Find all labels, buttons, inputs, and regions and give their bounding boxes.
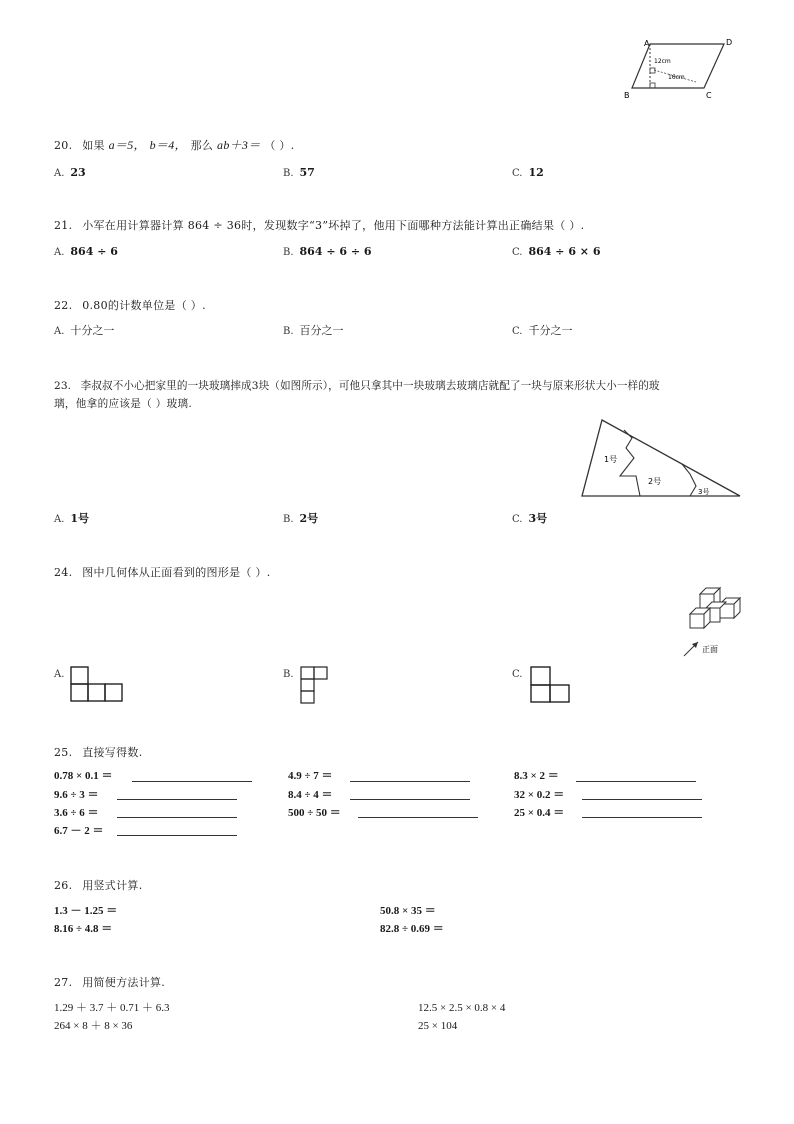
q25-item: 8.3 × 2 ＝ — [514, 770, 559, 782]
front-view-label: 正面 — [702, 645, 718, 654]
q25-item: 4.9 ÷ 7 ＝ — [288, 770, 333, 782]
glass-piece-2-label: 2号 — [648, 477, 662, 486]
q25-answer-line[interactable] — [576, 781, 696, 782]
q25-answer-line[interactable] — [117, 799, 237, 800]
q24-option-c[interactable]: C. — [512, 669, 523, 680]
q20-option-a[interactable]: A. 23 — [54, 166, 86, 179]
q21-option-b[interactable]: B. 864 ÷ 6 ÷ 6 — [283, 245, 372, 258]
q26-item: 1.3 － 1.25 ＝ — [54, 905, 118, 917]
q25-answer-line[interactable] — [350, 781, 470, 782]
label-B: B — [624, 91, 630, 100]
q26-item: 8.16 ÷ 4.8 ＝ — [54, 923, 113, 935]
q26-item: 82.8 ÷ 0.69 ＝ — [380, 923, 444, 935]
q25-item: 9.6 ÷ 3 ＝ — [54, 789, 99, 801]
q25-item: 25 × 0.4 ＝ — [514, 807, 565, 819]
q25-answer-line[interactable] — [117, 835, 237, 836]
q22-option-a[interactable]: A. 十分之一 — [54, 324, 115, 337]
q24-option-a[interactable]: A. — [54, 669, 65, 680]
q22-option-c[interactable]: C. 千分之一 — [512, 324, 573, 337]
q25-item: 8.4 ÷ 4 ＝ — [288, 789, 333, 801]
broken-glass-figure — [578, 416, 744, 502]
label-base: 16cm — [668, 74, 685, 81]
label-D: D — [726, 38, 733, 47]
q25-answer-line[interactable] — [582, 799, 702, 800]
q27-item: 25 × 104 — [418, 1020, 458, 1032]
glass-piece-3-label: 3号 — [698, 488, 710, 496]
label-height: 12cm — [654, 58, 671, 65]
q24-option-a-shape[interactable] — [70, 666, 124, 704]
q25-answer-line[interactable] — [350, 799, 470, 800]
q27-item: 12.5 × 2.5 × 0.8 × 4 — [418, 1002, 506, 1014]
q25-item: 32 × 0.2 ＝ — [514, 789, 565, 801]
q22-option-b[interactable]: B. 百分之一 — [283, 324, 344, 337]
q25-answer-line[interactable] — [117, 817, 237, 818]
question-27: 27. 用简便方法计算. — [54, 976, 166, 989]
q24-option-b-shape[interactable] — [300, 666, 330, 704]
glass-piece-1-label: 1号 — [604, 455, 618, 464]
q25-item: 0.78 × 0.1 ＝ — [54, 770, 113, 782]
parallelogram-figure — [618, 34, 768, 104]
q23-option-a[interactable]: A. 1号 — [54, 512, 90, 525]
question-26: 26. 用竖式计算. — [54, 879, 143, 892]
q23-option-b[interactable]: B. 2号 — [283, 512, 319, 525]
q25-item: 3.6 ÷ 6 ＝ — [54, 807, 99, 819]
question-25: 25. 直接写得数. — [54, 746, 143, 759]
q24-option-c-shape[interactable] — [530, 666, 572, 704]
q21-option-c[interactable]: C. 864 ÷ 6 × 6 — [512, 245, 601, 258]
q25-item: 500 ÷ 50 ＝ — [288, 807, 341, 819]
question-22: 22. 0.80的计数单位是（ ）. — [54, 299, 206, 312]
question-21: 21. 小军在用计算器计算 864 ÷ 36时，发现数字“3”坏掉了，他用下面哪种方法能计算出正确结果（ ）. — [54, 219, 585, 232]
q24-option-b[interactable]: B. — [283, 669, 294, 680]
question-23-line2: 璃，他拿的应该是（ ）玻璃. — [54, 398, 193, 410]
question-20: 20. 如果 a＝5， b＝4， 那么 ab＋3＝ （ ）. — [54, 138, 295, 152]
q21-option-a[interactable]: A. 864 ÷ 6 — [54, 245, 118, 258]
q25-answer-line[interactable] — [358, 817, 478, 818]
q20-option-c[interactable]: C. 12 — [512, 166, 544, 179]
question-24: 24. 图中几何体从正面看到的图形是（ ）. — [54, 566, 271, 579]
q20-option-b[interactable]: B. 57 — [283, 166, 315, 179]
q23-option-c[interactable]: C. 3号 — [512, 512, 548, 525]
label-C: C — [706, 91, 712, 100]
label-A: A — [644, 39, 650, 48]
q25-answer-line[interactable] — [132, 781, 252, 782]
cube-stack-figure — [680, 586, 746, 658]
q26-item: 50.8 × 35 ＝ — [380, 905, 436, 917]
question-23: 23. 李叔叔不小心把家里的一块玻璃摔成3块（如图所示），可他只拿其中一块玻璃去玻璃店就配了一块与原来形状大小一样的玻 — [54, 380, 660, 392]
q25-answer-line[interactable] — [582, 817, 702, 818]
q27-item: 1.29 ＋ 3.7 ＋ 0.71 ＋ 6.3 — [54, 1002, 170, 1014]
q27-item: 264 × 8 ＋ 8 × 36 — [54, 1020, 133, 1032]
q25-item: 6.7 － 2 ＝ — [54, 825, 104, 837]
